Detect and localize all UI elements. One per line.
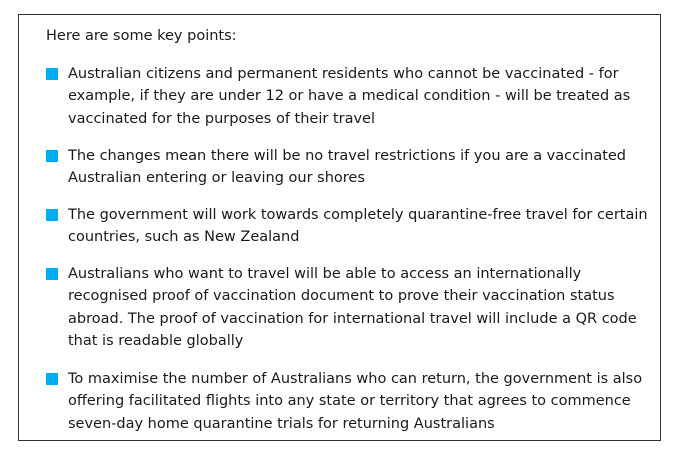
key-points-box <box>18 14 661 441</box>
point-text: The government will work towards completely quarantine-free travel for certain countries, such as New Zealand <box>68 207 648 246</box>
point-text: Australians who want to travel will be able to access an internationally recognised proof of vaccination document to prove their vaccination status abroad. The proof of vaccination for international travel will include a QR code that is readable globally <box>68 266 637 349</box>
square-bullet-icon <box>46 209 58 221</box>
square-bullet-icon <box>46 68 58 80</box>
square-bullet-icon <box>46 150 58 162</box>
square-bullet-icon <box>46 268 58 280</box>
square-bullet-icon <box>46 373 58 385</box>
point-text: To maximise the number of Australians who can return, the government is also offering facilitated flights into any state or territory that agrees to commence seven-day home quarantine trials for returning Australians <box>68 371 643 432</box>
point-text: Australian citizens and permanent residents who cannot be vaccinated - for example, if they are under 12 or have a medical condition - will be treated as vaccinated for the purposes of their travel <box>68 66 631 127</box>
intro-heading: Here are some key points: <box>46 28 237 44</box>
point-text: The changes mean there will be no travel restrictions if you are a vaccinated Australian entering or leaving our shores <box>68 148 627 187</box>
